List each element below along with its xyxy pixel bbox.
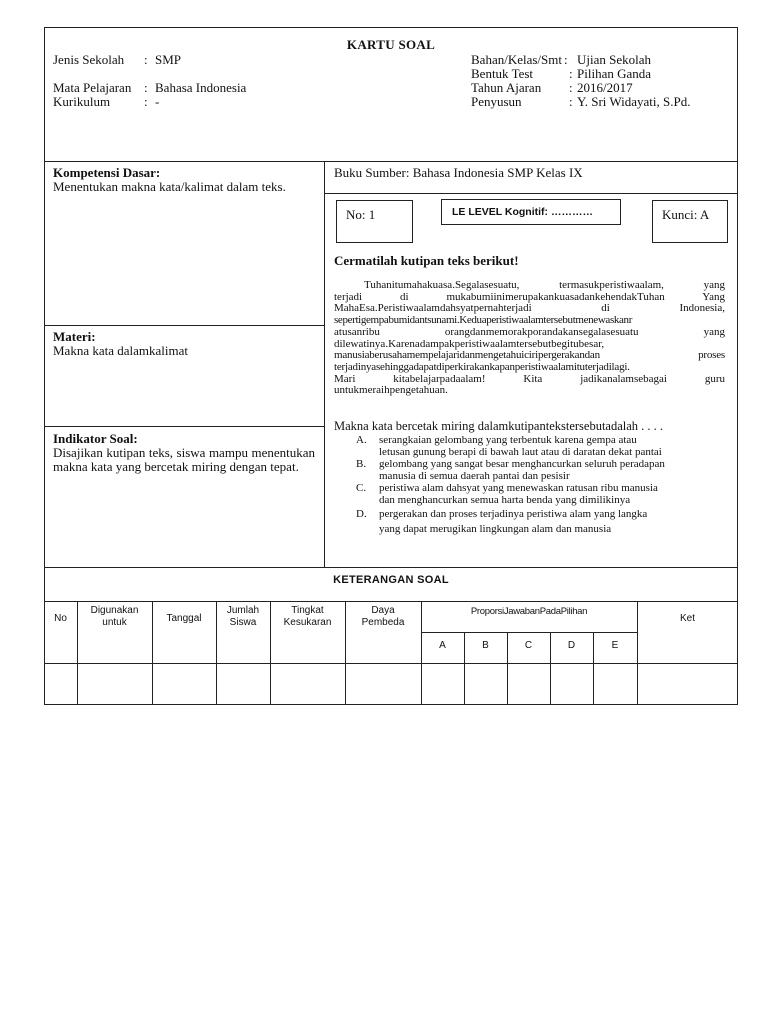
kurikulum-value: - bbox=[155, 94, 160, 109]
materi-heading: Materi: bbox=[53, 329, 96, 344]
separator: : bbox=[569, 80, 573, 95]
card-title: KARTU SOAL bbox=[346, 37, 436, 52]
header-right bbox=[471, 53, 733, 109]
col-header-tingkat bbox=[270, 605, 345, 629]
tahun-value: 2016/2017 bbox=[577, 80, 633, 95]
separator: : bbox=[144, 94, 148, 109]
mata-pelajaran-value: Bahasa Indonesia bbox=[155, 80, 247, 95]
separator: : bbox=[569, 94, 573, 109]
bahan-value: Ujian Sekolah bbox=[577, 52, 652, 67]
col-header-line: untuk bbox=[102, 617, 127, 628]
option-text: letusan gunung berapi di bawah laut atau di daratan dekat pantai bbox=[379, 446, 662, 458]
materi-section bbox=[53, 330, 315, 358]
kunci-text: Kunci: A bbox=[662, 207, 710, 222]
option-text: manusia di semua daerah pantai dan pesisir bbox=[379, 470, 570, 482]
kompetensi-heading: Kompetensi Dasar: bbox=[53, 165, 161, 180]
proporsi-divider bbox=[421, 632, 637, 633]
indikator-text: Disajikan kutipan teks, siswa mampu menentukan makna kata yang bercetak miring dengan tepat. bbox=[53, 445, 315, 474]
passage-line: untukmeraihpengetahuan. bbox=[334, 384, 448, 397]
bentuk-label: Bentuk Test bbox=[471, 66, 534, 81]
kurikulum-label: Kurikulum bbox=[53, 94, 111, 109]
option-text: dan menghancurkan semua harta benda yang dimilikinya bbox=[379, 494, 631, 506]
choice-b: B bbox=[482, 640, 489, 651]
col-header-proporsi: ProporsiJawabanPadaPilihan bbox=[470, 606, 588, 617]
passage-line: Mari kitabelajarpadaalam! Kita jadikanalamsebagai guru bbox=[334, 372, 725, 385]
table-row-divider bbox=[44, 663, 738, 664]
tahun-label: Tahun Ajaran bbox=[471, 80, 542, 95]
keterangan-title-divider bbox=[44, 601, 738, 602]
header-divider bbox=[44, 161, 738, 162]
passage-line: atusanribu orangdanmemorakporandakansegalasesuatu yang bbox=[334, 325, 725, 338]
col-header-daya bbox=[345, 605, 421, 629]
col-header-digunakan bbox=[77, 605, 152, 629]
mata-pelajaran-label: Mata Pelajaran bbox=[53, 80, 132, 95]
column-divider bbox=[324, 161, 325, 567]
separator: : bbox=[564, 52, 568, 67]
bahan-label: Bahan/Kelas/Smt bbox=[471, 52, 562, 67]
col-header-line: Kesukaran bbox=[283, 617, 332, 628]
passage-line: terjadi di mukabumiinimerupakankuasadankehendakTuhan Yang bbox=[334, 290, 725, 303]
separator: : bbox=[144, 80, 148, 95]
separator: : bbox=[569, 66, 573, 81]
buku-sumber-divider bbox=[324, 193, 738, 194]
col-header-no: No bbox=[54, 613, 67, 624]
passage-line: Tuhanitumahakuasa.Segalasesuatu, termasukperistiwaalam, yang bbox=[364, 279, 725, 291]
choice-a: A bbox=[439, 640, 446, 651]
keterangan-title: KETERANGAN SOAL bbox=[333, 574, 449, 586]
options-list bbox=[356, 434, 736, 536]
instruction: Cermatilah kutipan teks berikut! bbox=[334, 253, 519, 268]
penyusun-value: Y. Sri Widayati, S.Pd. bbox=[577, 94, 691, 109]
choice-c: C bbox=[524, 640, 533, 651]
col-header-line: Pembeda bbox=[361, 617, 405, 628]
indikator-heading: Indikator Soal: bbox=[53, 431, 138, 446]
option-letter: B. bbox=[356, 458, 367, 470]
option-text: serangkaian gelombang yang terbentuk karena gempa atau bbox=[379, 434, 637, 446]
level-box bbox=[441, 199, 621, 225]
col-header-line: Tingkat bbox=[291, 605, 324, 616]
choice-d: D bbox=[567, 640, 576, 651]
option-letter: C. bbox=[356, 482, 367, 494]
option-d[interactable] bbox=[356, 508, 736, 536]
separator: : bbox=[144, 52, 148, 67]
option-c[interactable] bbox=[356, 482, 736, 508]
option-b[interactable] bbox=[356, 458, 736, 482]
level-text: LE LEVEL Kognitif: ………… bbox=[452, 206, 593, 218]
passage-line: sepertigempabumidantsunami.Keduaperistiwaalamtersebutmenewaskanr bbox=[334, 314, 633, 327]
col-header-ket: Ket bbox=[679, 613, 695, 624]
jenis-sekolah-value: SMP bbox=[155, 52, 182, 67]
option-a[interactable] bbox=[356, 434, 736, 458]
col-header-line: Jumlah bbox=[226, 605, 260, 616]
kompetensi-text: Menentukan makna kata/kalimat dalam teks. bbox=[53, 179, 286, 194]
option-text: yang dapat merugikan lingkungan alam dan manusia bbox=[379, 523, 612, 535]
header-left bbox=[53, 53, 373, 109]
question-text: Makna kata bercetak miring dalamkutipantekstersebutadalah . . . . bbox=[334, 419, 664, 433]
nomor-text: No: 1 bbox=[346, 207, 376, 222]
materi-text: Makna kata dalamkalimat bbox=[53, 343, 189, 358]
passage-line: manusiaberusahamempelajaridanmengetahuiciripergerakandan proses bbox=[334, 349, 725, 362]
col-header-jumlah bbox=[216, 605, 270, 629]
penyusun-label: Penyusun bbox=[471, 94, 522, 109]
buku-sumber: Buku Sumber: Bahasa Indonesia SMP Kelas IX bbox=[334, 165, 583, 180]
choice-e: E bbox=[611, 640, 619, 651]
col-header-tanggal: Tanggal bbox=[166, 613, 202, 624]
option-text: gelombang yang sangat besar menghancurkan seluruh peradapan bbox=[379, 458, 665, 470]
option-letter: D. bbox=[356, 508, 367, 520]
option-text: pergerakan dan proses terjadinya peristiwa alam yang langka bbox=[379, 508, 648, 520]
jenis-sekolah-label: Jenis Sekolah bbox=[53, 52, 125, 67]
bentuk-value: Pilihan Ganda bbox=[577, 66, 652, 81]
passage bbox=[334, 280, 725, 397]
passage-line: terjadinyasehinggadapatdiperkirakankapanperistiwaalamituterjadilagi. bbox=[334, 360, 630, 373]
nomor-box bbox=[336, 200, 413, 243]
option-letter: A. bbox=[356, 434, 367, 446]
col-header-line: Digunakan bbox=[90, 605, 139, 616]
kunci-box bbox=[652, 200, 728, 243]
passage-line: MahaEsa.Peristiwaalamdahsyatpernahterjadi di Indonesia, bbox=[334, 302, 725, 315]
indikator-section bbox=[53, 432, 315, 474]
col-header-line: Daya bbox=[371, 605, 395, 616]
col-header-line: Siswa bbox=[229, 617, 257, 628]
materi-divider bbox=[44, 325, 324, 326]
option-text: peristiwa alam dahsyat yang menewaskan ratusan ribu manusia bbox=[379, 482, 658, 494]
kompetensi-section bbox=[53, 166, 315, 194]
keterangan-top-divider bbox=[44, 567, 738, 568]
passage-line: dilewatinya.Karenadampakperistiwaalamtersebutbegitubesar, bbox=[334, 337, 605, 350]
indikator-divider bbox=[44, 426, 324, 427]
